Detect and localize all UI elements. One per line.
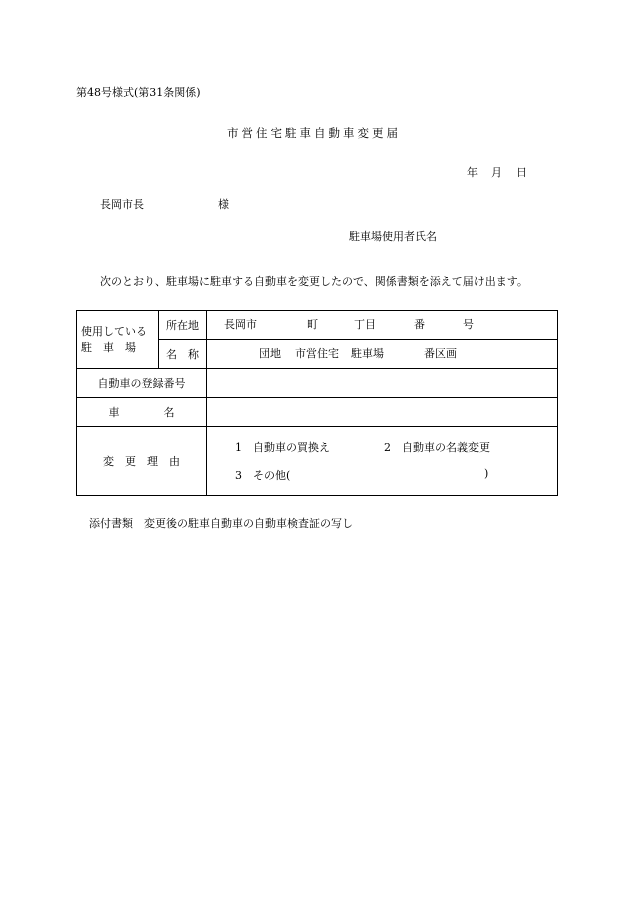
car-name-value-cell[interactable] xyxy=(207,398,558,427)
registration-value-cell[interactable] xyxy=(207,369,558,398)
reason-label: 変 更 理 由 xyxy=(77,427,207,496)
reason-option-3-close: ) xyxy=(484,467,489,480)
reason-options-cell xyxy=(207,427,558,496)
reason-option-3[interactable]: 3 その他( xyxy=(235,469,291,482)
facility-parking: 駐車場 xyxy=(351,347,384,360)
reason-option-1[interactable]: 1 自動車の買換え xyxy=(235,441,330,454)
reason-option-2[interactable]: 2 自動車の名義変更 xyxy=(384,441,490,454)
attachments-note: 添付書類 変更後の駐車自動車の自動車検査証の写し xyxy=(89,517,353,530)
intro-text: 次のとおり、駐車場に駐車する自動車を変更したので、関係書類を添えて届け出ます。 xyxy=(100,275,528,288)
car-name-row xyxy=(77,398,558,427)
date-month: 月 xyxy=(491,166,502,179)
registration-row xyxy=(77,369,558,398)
registration-label: 自動車の登録番号 xyxy=(77,369,207,398)
car-name-label: 車 名 xyxy=(77,398,207,427)
applicant-name-label: 駐車場使用者氏名 xyxy=(349,230,437,243)
facility-section: 番区画 xyxy=(424,347,457,360)
facility-name-value-cell[interactable] xyxy=(207,340,558,369)
form-number: 第48号様式(第31条関係) xyxy=(76,86,201,99)
reason-row xyxy=(77,427,558,496)
location-town: 町 xyxy=(307,318,318,331)
location-value-cell[interactable] xyxy=(207,311,558,340)
facility-name-label: 名 称 xyxy=(159,340,207,369)
document-title: 市営住宅駐車自動車変更届 xyxy=(227,126,401,140)
location-city: 長岡市 xyxy=(224,318,257,331)
date-year: 年 xyxy=(467,166,478,179)
parking-label-cell xyxy=(77,311,159,369)
facility-shiei: 市営住宅 xyxy=(295,347,339,360)
parking-label-line1: 使用している xyxy=(81,324,147,338)
addressee-name: 長岡市長 xyxy=(100,198,144,211)
location-chome: 丁目 xyxy=(354,318,376,331)
addressee-honorific: 様 xyxy=(218,198,229,211)
date-day: 日 xyxy=(516,166,527,179)
location-ban: 番 xyxy=(414,318,425,331)
location-label: 所在地 xyxy=(159,311,207,340)
change-form-table xyxy=(76,310,558,496)
parking-label-line2: 駐 車 場 xyxy=(81,340,136,354)
location-go: 号 xyxy=(463,318,474,331)
location-row xyxy=(77,311,558,340)
facility-danchi: 団地 xyxy=(259,347,281,360)
